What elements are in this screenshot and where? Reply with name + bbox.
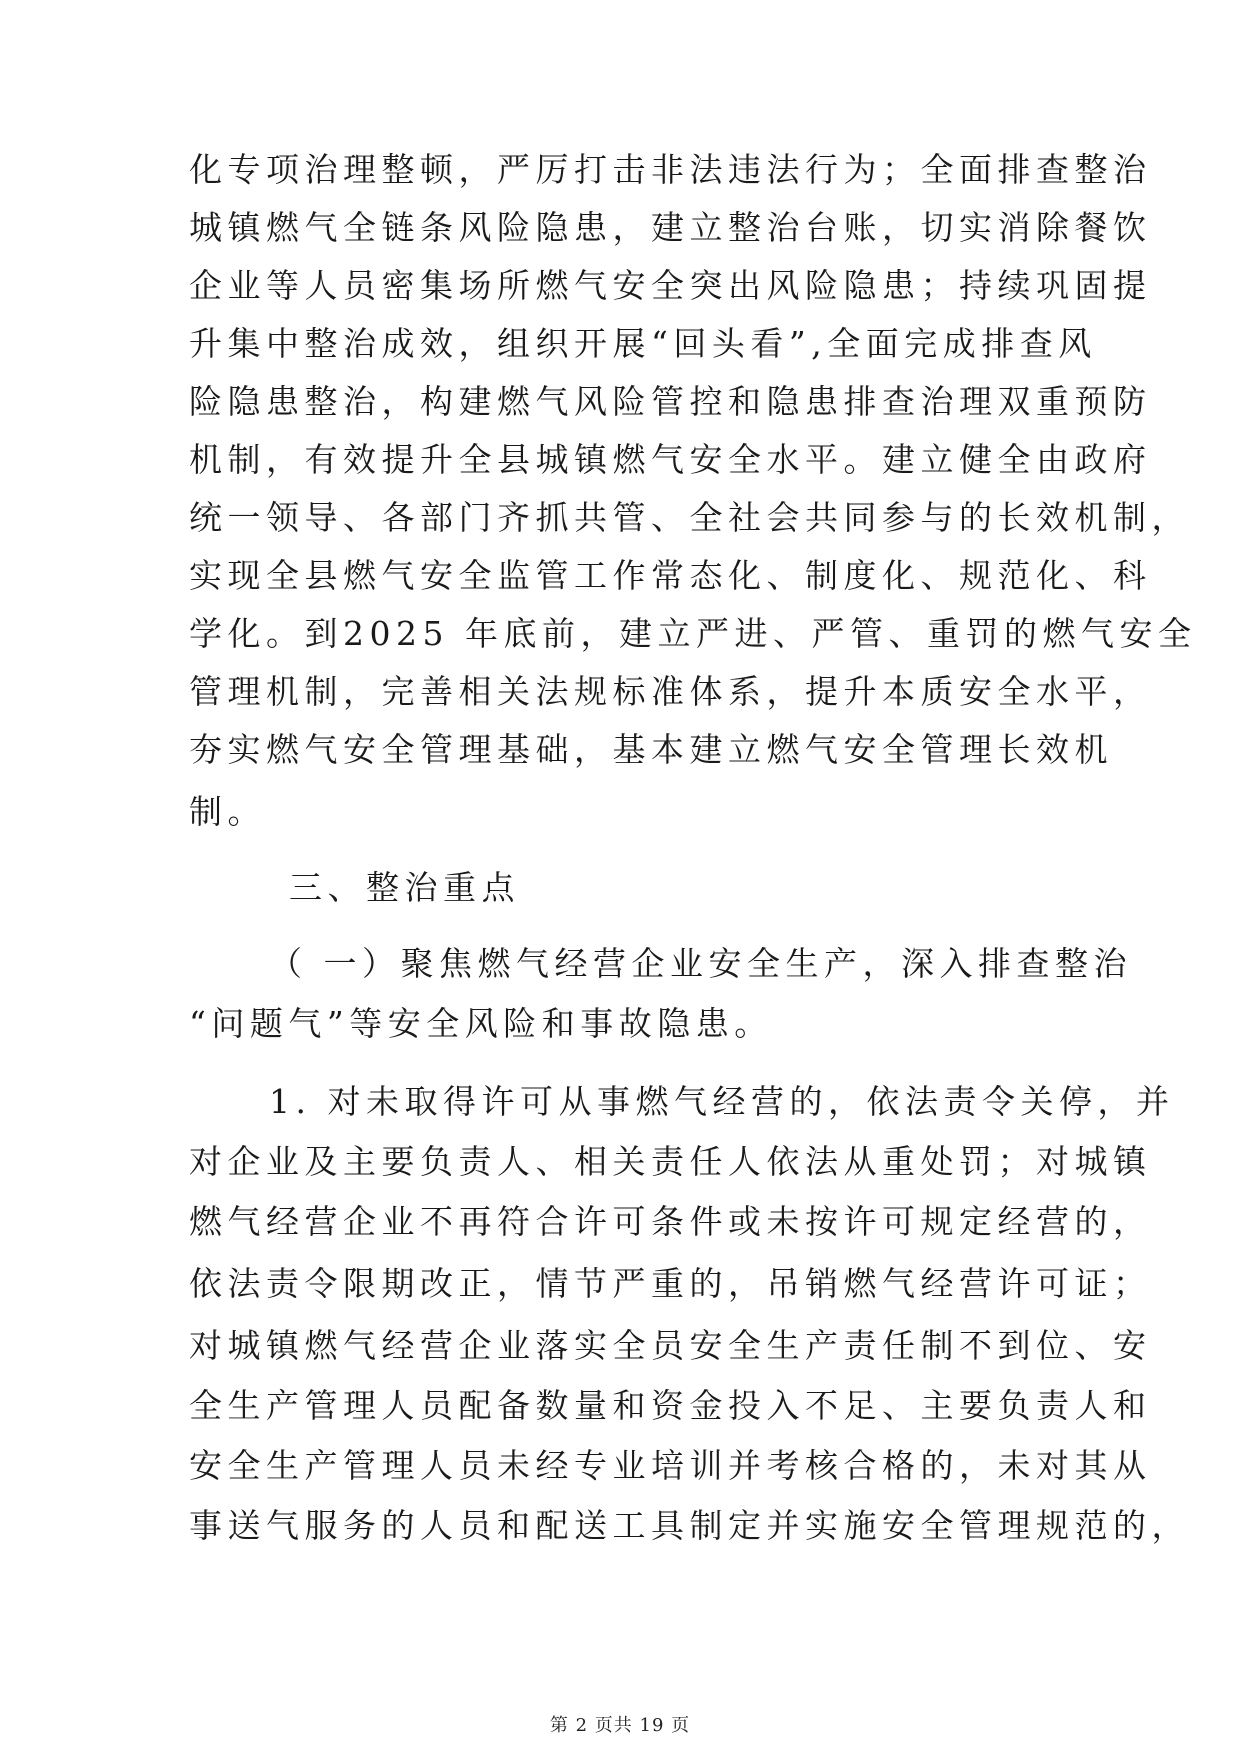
body-line: 统一领导、各部门齐抓共管、全社会共同参与的长效机制， bbox=[189, 498, 1190, 537]
body-line: 险隐患整治，构建燃气风险管控和隐患排查治理双重预防 bbox=[189, 382, 1152, 421]
item-line: 事送气服务的人员和配送工具制定并实施安全管理规范的， bbox=[189, 1506, 1190, 1545]
body-line: 实现全县燃气安全监管工作常态化、制度化、规范化、科 bbox=[189, 556, 1152, 595]
body-line: 夯实燃气安全管理基础，基本建立燃气安全管理长效机 bbox=[189, 730, 1113, 769]
body-line: 升集中整治成效，组织开展“回头看”,全面完成排查风 bbox=[189, 324, 1097, 363]
section-heading: 三、整治重点 bbox=[289, 868, 520, 907]
item-line: 对企业及主要负责人、相关责任人依法从重处罚；对城镇 bbox=[189, 1142, 1152, 1181]
item-line: 安全生产管理人员未经专业培训并考核合格的，未对其从 bbox=[189, 1446, 1152, 1485]
subsection-line: “问题气”等安全风险和事故隐患。 bbox=[189, 1004, 773, 1043]
page-number: 第 2 页共 19 页 bbox=[549, 1715, 691, 1736]
body-line: 企业等人员密集场所燃气安全突出风险隐患；持续巩固提 bbox=[189, 266, 1152, 305]
item-line: 1. 对未取得许可从事燃气经营的，依法责令关停，并 bbox=[269, 1082, 1175, 1121]
body-line: 城镇燃气全链条风险隐患，建立整治台账，切实消除餐饮 bbox=[189, 208, 1152, 247]
item-line: 依法责令限期改正，情节严重的，吊销燃气经营许可证； bbox=[189, 1264, 1152, 1303]
item-line: 全生产管理人员配备数量和资金投入不足、主要负责人和 bbox=[189, 1386, 1152, 1425]
item-line: 燃气经营企业不再符合许可条件或未按许可规定经营的， bbox=[189, 1202, 1152, 1241]
subsection-line: （ 一）聚焦燃气经营企业安全生产，深入排查整治 bbox=[269, 944, 1132, 983]
item-line: 对城镇燃气经营企业落实全员安全生产责任制不到位、安 bbox=[189, 1326, 1152, 1365]
body-line: 制。 bbox=[189, 792, 266, 831]
body-line: 化专项治理整顿，严厉打击非法违法行为；全面排查整治 bbox=[189, 150, 1152, 189]
body-line: 机制，有效提升全县城镇燃气安全水平。建立健全由政府 bbox=[189, 440, 1152, 479]
body-line: 管理机制，完善相关法规标准体系，提升本质安全水平， bbox=[189, 672, 1152, 711]
body-line: 学化。到2025 年底前，建立严进、严管、重罚的燃气安全 bbox=[189, 614, 1197, 653]
